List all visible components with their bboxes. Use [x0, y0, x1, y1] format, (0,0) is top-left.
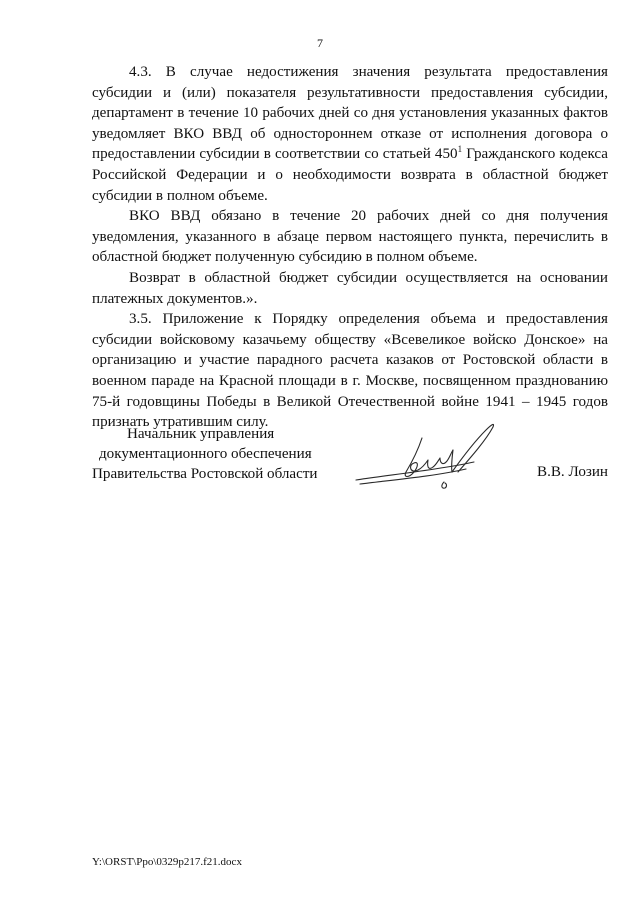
paragraph-4-3: 4.3. В случае недостижения значения результата предоставления субсидии и (или) показателя результативности предоставления субсидии, департамент в течение 10 рабочих дней со дня установления указанных фактов уведомляет ВКО ВВД об одностороннем отказе от исполнения договора о предоставлении субсидии в соответствии со статьей $450^1$ Гражданского кодекса Российской Федерации и о необходимости возврата в областной бюджет субсидии в полном объеме. [92, 64, 608, 204]
article-superscript: 1 [457, 144, 463, 155]
signatory-title-line: Правительства Ростовской области [92, 466, 318, 482]
signatory-title-line: документационного обеспечения [99, 446, 312, 462]
signatory-title-line: Начальник управления [127, 426, 275, 442]
paragraph-refund: Возврат в областной бюджет субсидии осуществляется на основании платежных документов.». [92, 269, 608, 307]
file-path-footer: Y:\ORST\Ppo\0329p217.f21.docx [92, 856, 242, 868]
signatory-title [92, 424, 318, 484]
paragraph-obligation: ВКО ВВД обязано в течение 20 рабочих дней со дня получения уведомления, указанного в абзаце первом настоящего пункта, перечислить в областной бюджет полученную субсидию в полном объеме. [92, 208, 608, 266]
document-body [92, 62, 608, 433]
paragraph-3-5: 3.5. Приложение к Порядку определения объема и предоставления субсидии войсковому казачьему обществу «Всевеликое войско Донское» на организацию и участие парадного расчета казаков от Ростовской области в военном параде на Красной площади в г. Москве, посвященном празднованию 75-й годовщины Победы в Великой Отечественной войне 1941 – 1945 годов признать утратившим силу. [92, 311, 608, 431]
handwritten-signature-icon [348, 412, 504, 494]
signatory-name: В.В. Лозин [537, 464, 608, 480]
page-number: 7 [317, 36, 323, 50]
